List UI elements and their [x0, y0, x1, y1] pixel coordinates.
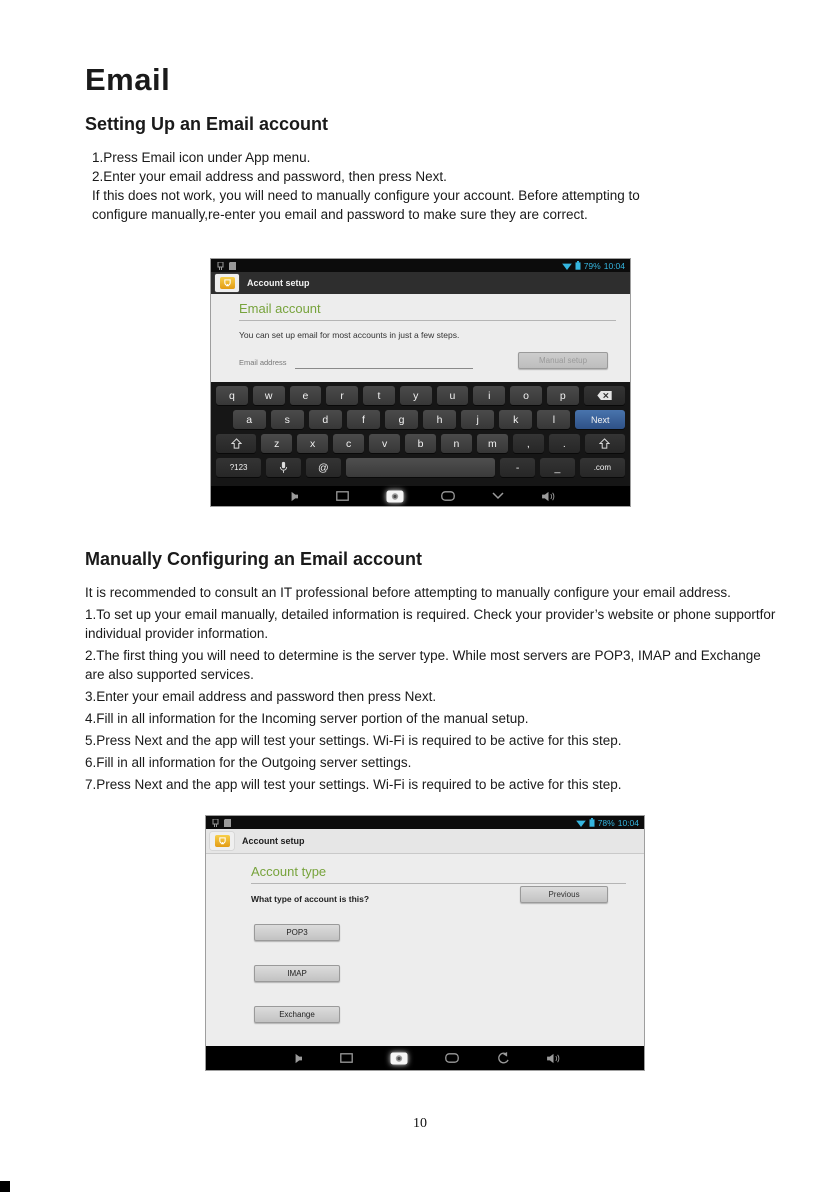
- key-x[interactable]: x: [297, 434, 328, 453]
- system-navbar: [211, 486, 630, 506]
- screenshot-icon[interactable]: [386, 490, 404, 503]
- key-n[interactable]: n: [441, 434, 472, 453]
- section-heading-manual: Manually Configuring an Email account: [85, 549, 423, 569]
- instruction-paragraph: 5.Press Next and the app will test your settings. Wi-Fi is required to be active for this step.: [85, 733, 622, 748]
- status-right: [562, 261, 625, 271]
- backspace-icon: [597, 391, 612, 400]
- volume-up-icon[interactable]: [546, 1053, 561, 1064]
- instruction-paragraph: 7.Press Next and the app will test your settings. Wi-Fi is required to be active for this step.: [85, 777, 622, 792]
- imap-button[interactable]: IMAP: [254, 965, 340, 982]
- screenshot-icon[interactable]: [390, 1052, 408, 1065]
- shift-key-left[interactable]: [216, 434, 256, 453]
- instruction-paragraph: 3.Enter your email address and password then press Next.: [85, 689, 437, 704]
- app-icon-plate: [215, 274, 239, 292]
- clock: 10:04: [603, 260, 625, 271]
- next-key[interactable]: Next: [575, 410, 625, 429]
- key-s[interactable]: s: [271, 410, 304, 429]
- hide-keyboard-icon[interactable]: [492, 492, 504, 500]
- pop3-button[interactable]: POP3: [254, 924, 340, 941]
- key-y[interactable]: y: [400, 386, 432, 405]
- screen-content: [211, 294, 630, 382]
- key-t[interactable]: t: [363, 386, 395, 405]
- account-setup-icon: [220, 277, 235, 289]
- shift-icon: [231, 438, 242, 449]
- shift-icon: [599, 438, 610, 449]
- keyboard-row-3: [211, 434, 630, 453]
- page-number: 10: [413, 1116, 427, 1131]
- manual-instructions: [85, 583, 779, 797]
- instruction-line: 1.Press Email icon under App menu.: [92, 150, 311, 165]
- dot-com-key[interactable]: .com: [580, 458, 625, 477]
- volume-up-icon[interactable]: [541, 491, 556, 502]
- battery-percent: 78%: [597, 817, 615, 828]
- screenshot-email-account: [210, 258, 631, 507]
- status-right: [576, 818, 639, 828]
- battery-icon: [575, 261, 581, 270]
- key-g[interactable]: g: [385, 410, 418, 429]
- back-icon[interactable]: [496, 1052, 509, 1064]
- instruction-paragraph: 4.Fill in all information for the Incoming server portion of the manual setup.: [85, 711, 529, 726]
- dash-key[interactable]: -: [500, 458, 535, 477]
- instruction-paragraph: 1.To set up your email manually, detailed information is required. Check your provider’s website or phone supportfor individual provider information.: [85, 607, 776, 641]
- volume-down-icon[interactable]: [286, 491, 299, 502]
- screen-content: [206, 854, 644, 1046]
- key-o[interactable]: o: [510, 386, 542, 405]
- screenshot-account-type: [205, 815, 645, 1071]
- wifi-icon: [562, 262, 572, 270]
- status-sd-icon: [228, 262, 237, 270]
- keyboard-row-2: [211, 410, 630, 429]
- key-c[interactable]: c: [333, 434, 364, 453]
- status-bar: [211, 259, 630, 272]
- section-heading-setup: Setting Up an Email account: [85, 114, 329, 134]
- app-icon-plate: [210, 832, 234, 850]
- manual-setup-button[interactable]: Manual setup: [518, 352, 608, 369]
- mic-key[interactable]: [266, 458, 301, 477]
- home-icon[interactable]: [441, 491, 455, 501]
- at-key[interactable]: @: [306, 458, 341, 477]
- instruction-paragraph: 6.Fill in all information for the Outgoing server settings.: [85, 755, 412, 770]
- email-field-row: [239, 354, 473, 369]
- instruction-line: 2.Enter your email address and password, then press Next.: [92, 169, 447, 184]
- page-title: Email: [85, 62, 171, 97]
- window-icon[interactable]: [340, 1053, 353, 1063]
- app-header: [211, 272, 630, 294]
- exchange-button[interactable]: Exchange: [254, 1006, 340, 1023]
- system-navbar: [206, 1046, 644, 1070]
- row-spacer: [216, 410, 228, 429]
- title-divider: [251, 883, 626, 884]
- key-e[interactable]: e: [290, 386, 322, 405]
- screen-title: Account type: [251, 864, 327, 879]
- email-address-input[interactable]: [295, 354, 473, 369]
- symbols-key[interactable]: ?123: [216, 458, 261, 477]
- comma-key[interactable]: ,: [513, 434, 544, 453]
- key-f[interactable]: f: [347, 410, 380, 429]
- mic-icon: [279, 461, 288, 474]
- key-r[interactable]: r: [326, 386, 358, 405]
- header-title: Account setup: [242, 836, 305, 846]
- status-usb-icon: [216, 262, 225, 270]
- screen-title: Email account: [239, 301, 321, 316]
- key-u[interactable]: u: [437, 386, 469, 405]
- key-w[interactable]: w: [253, 386, 285, 405]
- title-divider: [239, 320, 616, 321]
- backspace-key[interactable]: [584, 386, 625, 405]
- battery-percent: 79%: [583, 260, 601, 271]
- key-q[interactable]: q: [216, 386, 248, 405]
- instruction-line: configure manually,re-enter you email and password to make sure they are correct.: [92, 207, 588, 222]
- key-j[interactable]: j: [461, 410, 494, 429]
- key-b[interactable]: b: [405, 434, 436, 453]
- window-icon[interactable]: [336, 491, 349, 501]
- instruction-line: If this does not work, you will need to manually configure your account. Before attempting to: [92, 188, 640, 203]
- keyboard-row-1: [211, 386, 630, 405]
- account-type-question: What type of account is this?: [251, 894, 370, 904]
- print-artifact: [0, 1181, 10, 1192]
- status-sd-icon: [223, 819, 232, 827]
- shift-key-right[interactable]: [585, 434, 625, 453]
- battery-icon: [589, 818, 595, 827]
- email-address-label: Email address: [239, 358, 287, 367]
- onscreen-keyboard: [211, 382, 630, 486]
- underscore-key[interactable]: _: [540, 458, 575, 477]
- account-setup-icon: [215, 835, 230, 847]
- app-header: [206, 829, 644, 854]
- key-z[interactable]: z: [261, 434, 292, 453]
- key-i[interactable]: i: [473, 386, 505, 405]
- instruction-paragraph: 2.The first thing you will need to determine is the server type. While most servers are POP3, IMAP and Exchange are also supported services.: [85, 648, 761, 682]
- setup-subtitle: You can set up email for most accounts in just a few steps.: [239, 330, 460, 340]
- key-d[interactable]: d: [309, 410, 342, 429]
- instruction-paragraph: It is recommended to consult an IT professional before attempting to manually configure your email address.: [85, 585, 731, 600]
- clock: 10:04: [617, 817, 639, 828]
- key-l[interactable]: l: [537, 410, 570, 429]
- key-m[interactable]: m: [477, 434, 508, 453]
- setup-instructions: [92, 148, 768, 224]
- previous-button[interactable]: Previous: [520, 886, 608, 903]
- status-usb-icon: [211, 819, 220, 827]
- key-h[interactable]: h: [423, 410, 456, 429]
- volume-down-icon[interactable]: [290, 1053, 303, 1064]
- key-v[interactable]: v: [369, 434, 400, 453]
- home-icon[interactable]: [445, 1053, 459, 1063]
- wifi-icon: [576, 819, 586, 827]
- key-a[interactable]: a: [233, 410, 266, 429]
- keyboard-row-4: [211, 458, 630, 477]
- space-key[interactable]: [346, 458, 496, 477]
- key-p[interactable]: p: [547, 386, 579, 405]
- header-title: Account setup: [247, 278, 310, 288]
- status-bar: [206, 816, 644, 829]
- key-k[interactable]: k: [499, 410, 532, 429]
- period-key[interactable]: .: [549, 434, 580, 453]
